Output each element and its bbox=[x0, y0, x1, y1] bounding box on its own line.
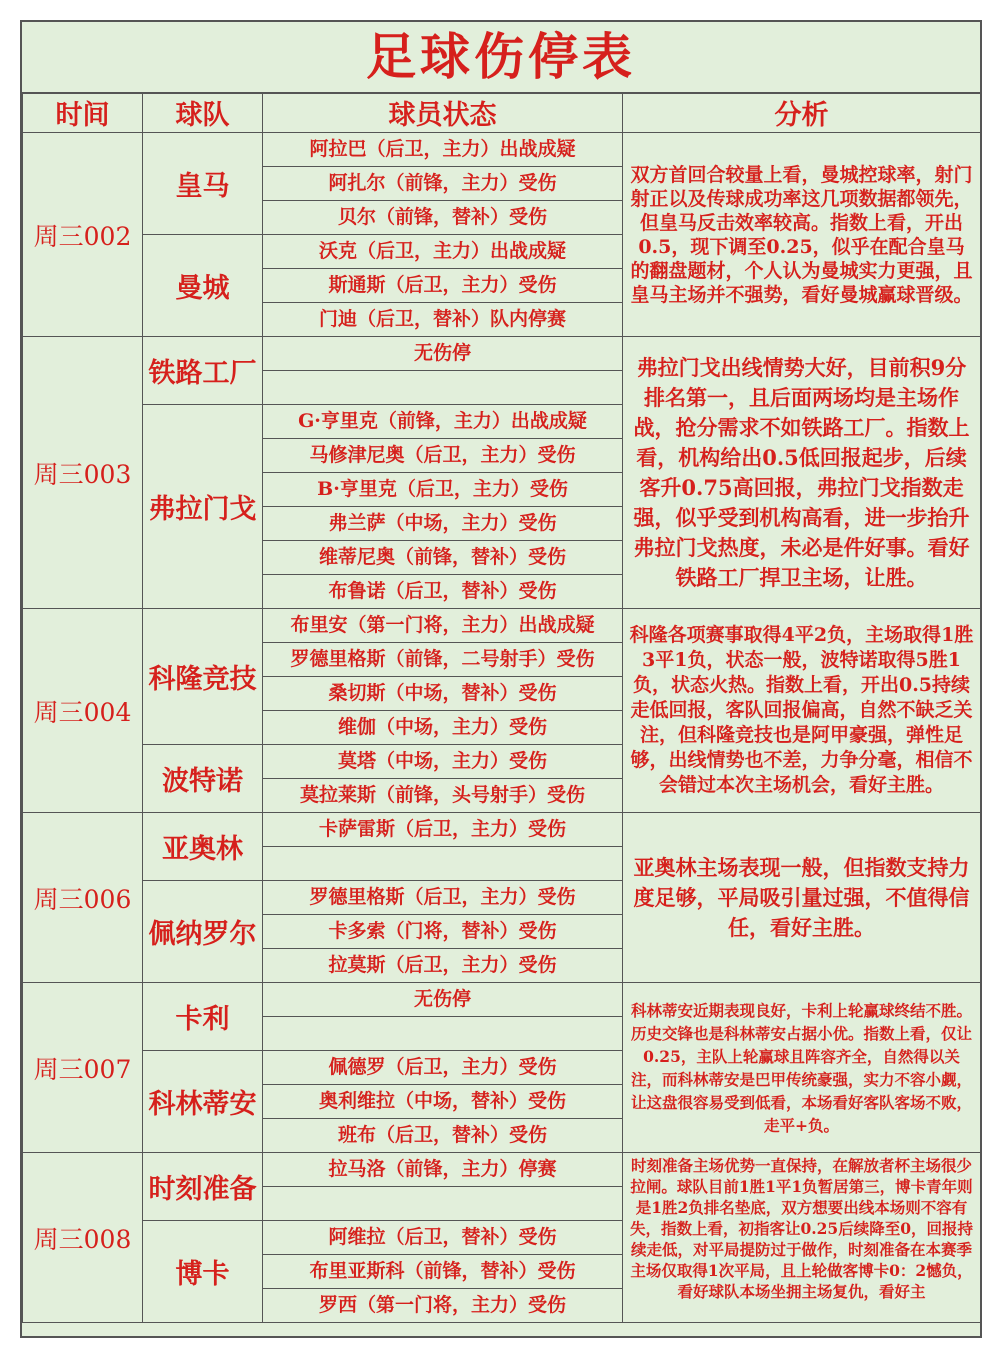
player-status: 奥利维拉（中场，替补）受伤 bbox=[263, 1085, 623, 1119]
player-status: 罗西（第一门将，主力）受伤 bbox=[263, 1289, 623, 1323]
player-status: 维蒂尼奥（前锋，替补）受伤 bbox=[263, 541, 623, 575]
team-name: 弗拉门戈 bbox=[143, 405, 263, 609]
injury-table bbox=[22, 92, 981, 1323]
player-status: 佩德罗（后卫，主力）受伤 bbox=[263, 1051, 623, 1085]
player-status bbox=[263, 847, 623, 881]
player-status: 无伤停 bbox=[263, 983, 623, 1017]
team-name: 博卡 bbox=[143, 1221, 263, 1323]
player-status: 卡萨雷斯（后卫，主力）受伤 bbox=[263, 813, 623, 847]
analysis-text: 时刻准备主场优势一直保持，在解放者杯主场很少拉闸。球队目前1胜1平1负暂居第三，博卡青年则是1胜2负排名垫底，双方想要出线本场则不容有失，指数上看，初指客让0.25后续降至0，回报持续走低，对平局提防过于做作，时刻准备在本赛季主场仅取得1次平局，且上轮做客博卡0：2憾负，看好球队本场坐拥主场复仇，看好主 bbox=[623, 1153, 981, 1323]
player-status: 布鲁诺（后卫，替补）受伤 bbox=[263, 575, 623, 609]
team-name: 铁路工厂 bbox=[143, 337, 263, 405]
player-status: 布里安（第一门将，主力）出战成疑 bbox=[263, 609, 623, 643]
team-name: 卡利 bbox=[143, 983, 263, 1051]
header-analysis: 分析 bbox=[623, 93, 981, 133]
player-status bbox=[263, 371, 623, 405]
analysis-text: 科林蒂安近期表现良好，卡利上轮赢球终结不胜。历史交锋也是科林蒂安占据小优。指数上看，仅让0.25，主队上轮赢球且阵容齐全，自然得以关注，而科林蒂安是巴甲传统豪强，实力不容小觑，让这盘很容易受到低看，本场看好客队客场不败，走平+负。 bbox=[623, 983, 981, 1153]
player-status: 布里亚斯科（前锋，替补）受伤 bbox=[263, 1255, 623, 1289]
team-name: 佩纳罗尔 bbox=[143, 881, 263, 983]
player-status: 班布（后卫，替补）受伤 bbox=[263, 1119, 623, 1153]
player-status: 罗德里格斯（后卫，主力）受伤 bbox=[263, 881, 623, 915]
team-name: 皇马 bbox=[143, 133, 263, 235]
team-name: 亚奥林 bbox=[143, 813, 263, 881]
player-status: 门迪（后卫，替补）队内停赛 bbox=[263, 303, 623, 337]
match-time: 周三007 bbox=[23, 983, 143, 1153]
team-name: 科林蒂安 bbox=[143, 1051, 263, 1153]
header-row bbox=[23, 93, 981, 133]
match-time: 周三004 bbox=[23, 609, 143, 813]
player-status bbox=[263, 1017, 623, 1051]
injury-sheet bbox=[20, 20, 982, 1338]
table-row bbox=[23, 983, 981, 1017]
player-status: 拉马洛（前锋，主力）停赛 bbox=[263, 1153, 623, 1187]
player-status: 弗兰萨（中场，主力）受伤 bbox=[263, 507, 623, 541]
player-status: 桑切斯（中场，替补）受伤 bbox=[263, 677, 623, 711]
analysis-text: 双方首回合较量上看，曼城控球率，射门射正以及传球成功率这几项数据都领先，但皇马反击效率较高。指数上看，开出0.5，现下调至0.25，似乎在配合皇马的翻盘题材，个人认为曼城实力更强，且皇马主场并不强势，看好曼城赢球晋级。 bbox=[623, 133, 981, 337]
match-time: 周三006 bbox=[23, 813, 143, 983]
player-status: 阿扎尔（前锋，主力）受伤 bbox=[263, 167, 623, 201]
player-status bbox=[263, 1187, 623, 1221]
analysis-text: 科隆各项赛事取得4平2负，主场取得1胜3平1负，状态一般，波特诺取得5胜1负，状态火热。指数上看，开出0.5持续走低回报，客队回报偏高，自然不缺乏关注，但科隆竞技也是阿甲豪强，弹性足够，出线情势也不差，力争分毫，相信不会错过本次主场机会，看好主胜。 bbox=[623, 609, 981, 813]
player-status: 贝尔（前锋，替补）受伤 bbox=[263, 201, 623, 235]
player-status: 维伽（中场，主力）受伤 bbox=[263, 711, 623, 745]
team-name: 波特诺 bbox=[143, 745, 263, 813]
player-status: 卡多索（门将，替补）受伤 bbox=[263, 915, 623, 949]
player-status: 罗德里格斯（前锋，二号射手）受伤 bbox=[263, 643, 623, 677]
player-status: 沃克（后卫，主力）出战成疑 bbox=[263, 235, 623, 269]
analysis-text: 弗拉门戈出线情势大好，目前积9分排名第一，且后面两场均是主场作战，抢分需求不如铁路工厂。指数上看，机构给出0.5低回报起步，后续客升0.75高回报，弗拉门戈指数走强，似乎受到机构高看，进一步抬升弗拉门戈热度，未必是件好事。看好铁路工厂捍卫主场，让胜。 bbox=[623, 337, 981, 609]
analysis-text: 亚奥林主场表现一般，但指数支持力度足够，平局吸引量过强，不值得信任，看好主胜。 bbox=[623, 813, 981, 983]
table-row bbox=[23, 609, 981, 643]
player-status: B·亨里克（后卫，主力）受伤 bbox=[263, 473, 623, 507]
table-row bbox=[23, 1153, 981, 1187]
page-title: 足球伤停表 bbox=[22, 22, 980, 94]
table-row bbox=[23, 133, 981, 167]
player-status: 莫拉莱斯（前锋，头号射手）受伤 bbox=[263, 779, 623, 813]
table-row bbox=[23, 337, 981, 371]
player-status: 阿拉巴（后卫，主力）出战成疑 bbox=[263, 133, 623, 167]
player-status: 阿维拉（后卫，替补）受伤 bbox=[263, 1221, 623, 1255]
header-status: 球员状态 bbox=[263, 93, 623, 133]
player-status: 马修津尼奥（后卫，主力）受伤 bbox=[263, 439, 623, 473]
match-time: 周三003 bbox=[23, 337, 143, 609]
player-status: 无伤停 bbox=[263, 337, 623, 371]
header-time: 时间 bbox=[23, 93, 143, 133]
player-status: G·亨里克（前锋，主力）出战成疑 bbox=[263, 405, 623, 439]
match-time: 周三008 bbox=[23, 1153, 143, 1323]
player-status: 斯通斯（后卫，主力）受伤 bbox=[263, 269, 623, 303]
team-name: 曼城 bbox=[143, 235, 263, 337]
team-name: 科隆竞技 bbox=[143, 609, 263, 745]
team-name: 时刻准备 bbox=[143, 1153, 263, 1221]
match-time: 周三002 bbox=[23, 133, 143, 337]
header-team: 球队 bbox=[143, 93, 263, 133]
player-status: 莫塔（中场，主力）受伤 bbox=[263, 745, 623, 779]
player-status: 拉莫斯（后卫，主力）受伤 bbox=[263, 949, 623, 983]
table-row bbox=[23, 813, 981, 847]
